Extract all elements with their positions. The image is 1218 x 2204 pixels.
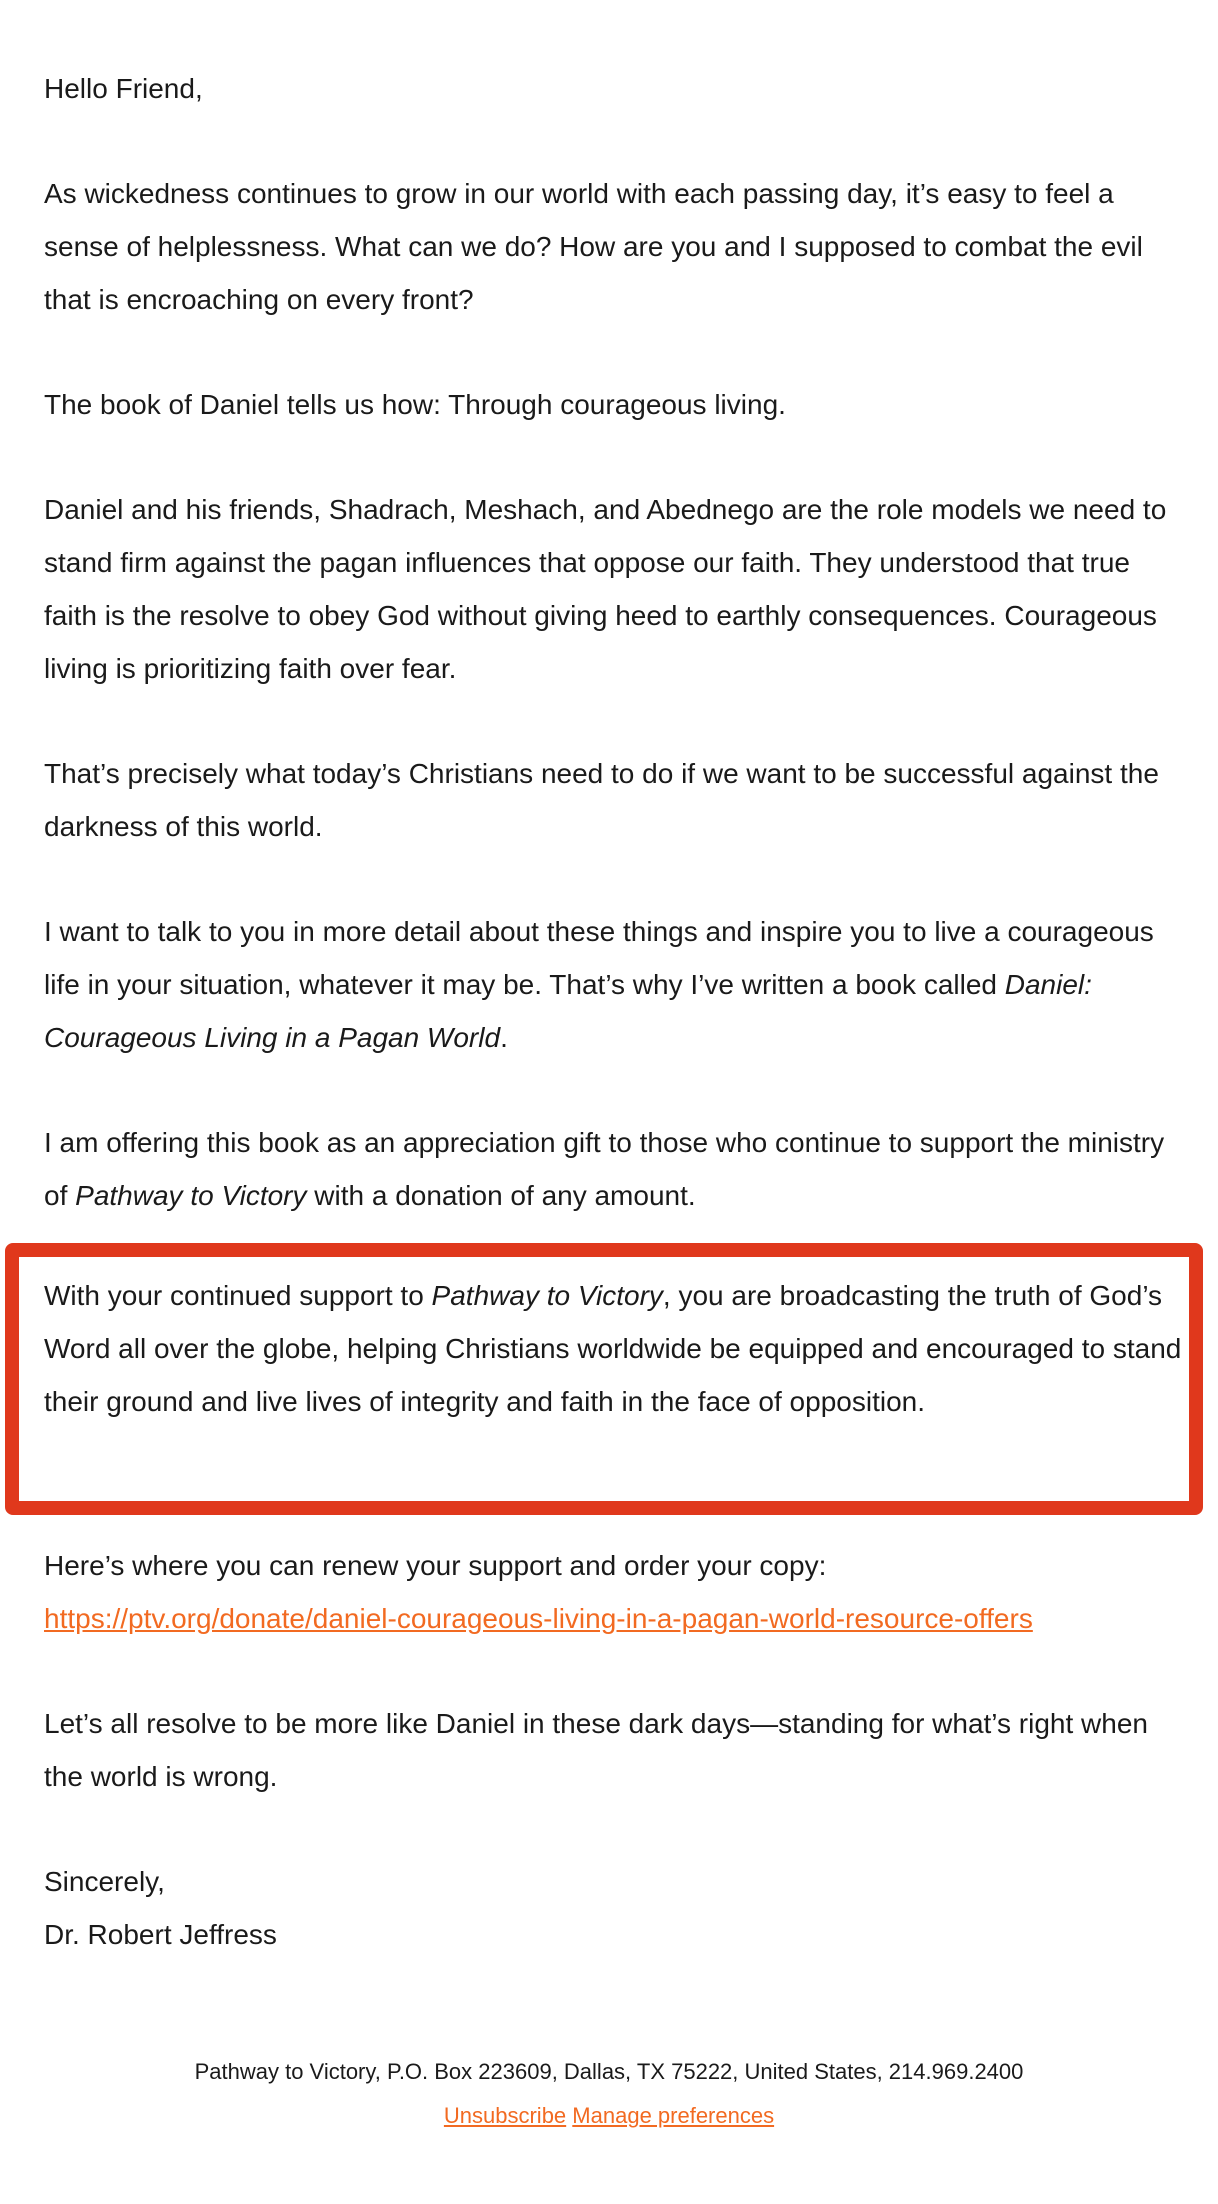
highlighted-text-start: With your continued support to [44, 1280, 432, 1311]
closing: Sincerely, [44, 1866, 165, 1897]
renew-support-text: Here’s where you can renew your support and order your copy: [44, 1550, 827, 1581]
paragraph-wickedness: As wickedness continues to grow in our world with each passing day, it’s easy to feel a sense of helplessness. What can we do? How are you and I supposed to combat the evil that is encroaching on every front? [44, 178, 1143, 315]
paragraph-appreciation-text: I am offering this book as an appreciation gift to those who continue to support the ministry of [44, 1127, 1165, 1211]
paragraph-todays-christians: That’s precisely what today’s Christians need to do if we want to be successful against the darkness of this world. [44, 758, 1159, 842]
paragraph-book-offer-end: . [500, 1022, 508, 1053]
paragraph-book-of-daniel: The book of Daniel tells us how: Through courageous living. [44, 389, 786, 420]
paragraph-appreciation-gift [44, 1116, 1184, 1222]
paragraph-appreciation-end: with a donation of any amount. [306, 1180, 696, 1211]
paragraph-resolve: Let’s all resolve to be more like Daniel in these dark days—standing for what’s right when the world is wrong. [44, 1708, 1148, 1792]
donate-link[interactable]: https://ptv.org/donate/daniel-courageous-living-in-a-pagan-world-resource-offers [44, 1603, 1033, 1634]
paragraph-renew-support [44, 1539, 1184, 1645]
paragraph-book-offer [44, 905, 1184, 1064]
highlighted-text-end: , you are broadcasting the truth of God’s Word all over the globe, helping Christians worldwide be equipped and encouraged to stand their ground and live lives of integrity and faith in the face of opposition. [44, 1280, 1182, 1417]
manage-preferences-link[interactable]: Manage preferences [572, 2103, 775, 2128]
highlighted-ministry-name: Pathway to Victory [431, 1280, 663, 1311]
email-body [44, 62, 1184, 1222]
ministry-name: Pathway to Victory [75, 1180, 307, 1211]
email-footer [0, 2050, 1218, 2138]
greeting: Hello Friend, [44, 73, 203, 104]
unsubscribe-link[interactable]: Unsubscribe [443, 2103, 567, 2128]
book-title: Daniel: Courageous Living in a Pagan World [44, 969, 1092, 1053]
paragraph-book-offer-text: I want to talk to you in more detail about these things and inspire you to live a courageous life in your situation, whatever it may be. That’s why I’ve written a book called [44, 916, 1154, 1000]
paragraph-role-models: Daniel and his friends, Shadrach, Meshach, and Abednego are the role models we need to stand firm against the pagan influences that oppose our faith. They understood that true faith is the resolve to obey God without giving heed to earthly consequences. Courageous living is prioritizing faith over fear. [44, 494, 1167, 684]
footer-address: Pathway to Victory, P.O. Box 223609, Dallas, TX 75222, United States, 214.969.2400 [194, 2059, 1024, 2084]
footer-links [0, 2094, 1218, 2138]
signature: Dr. Robert Jeffress [44, 1919, 277, 1950]
email-body-continued [44, 1539, 1184, 2013]
highlighted-paragraph [44, 1269, 1184, 1428]
closing-block [44, 1855, 1184, 1961]
